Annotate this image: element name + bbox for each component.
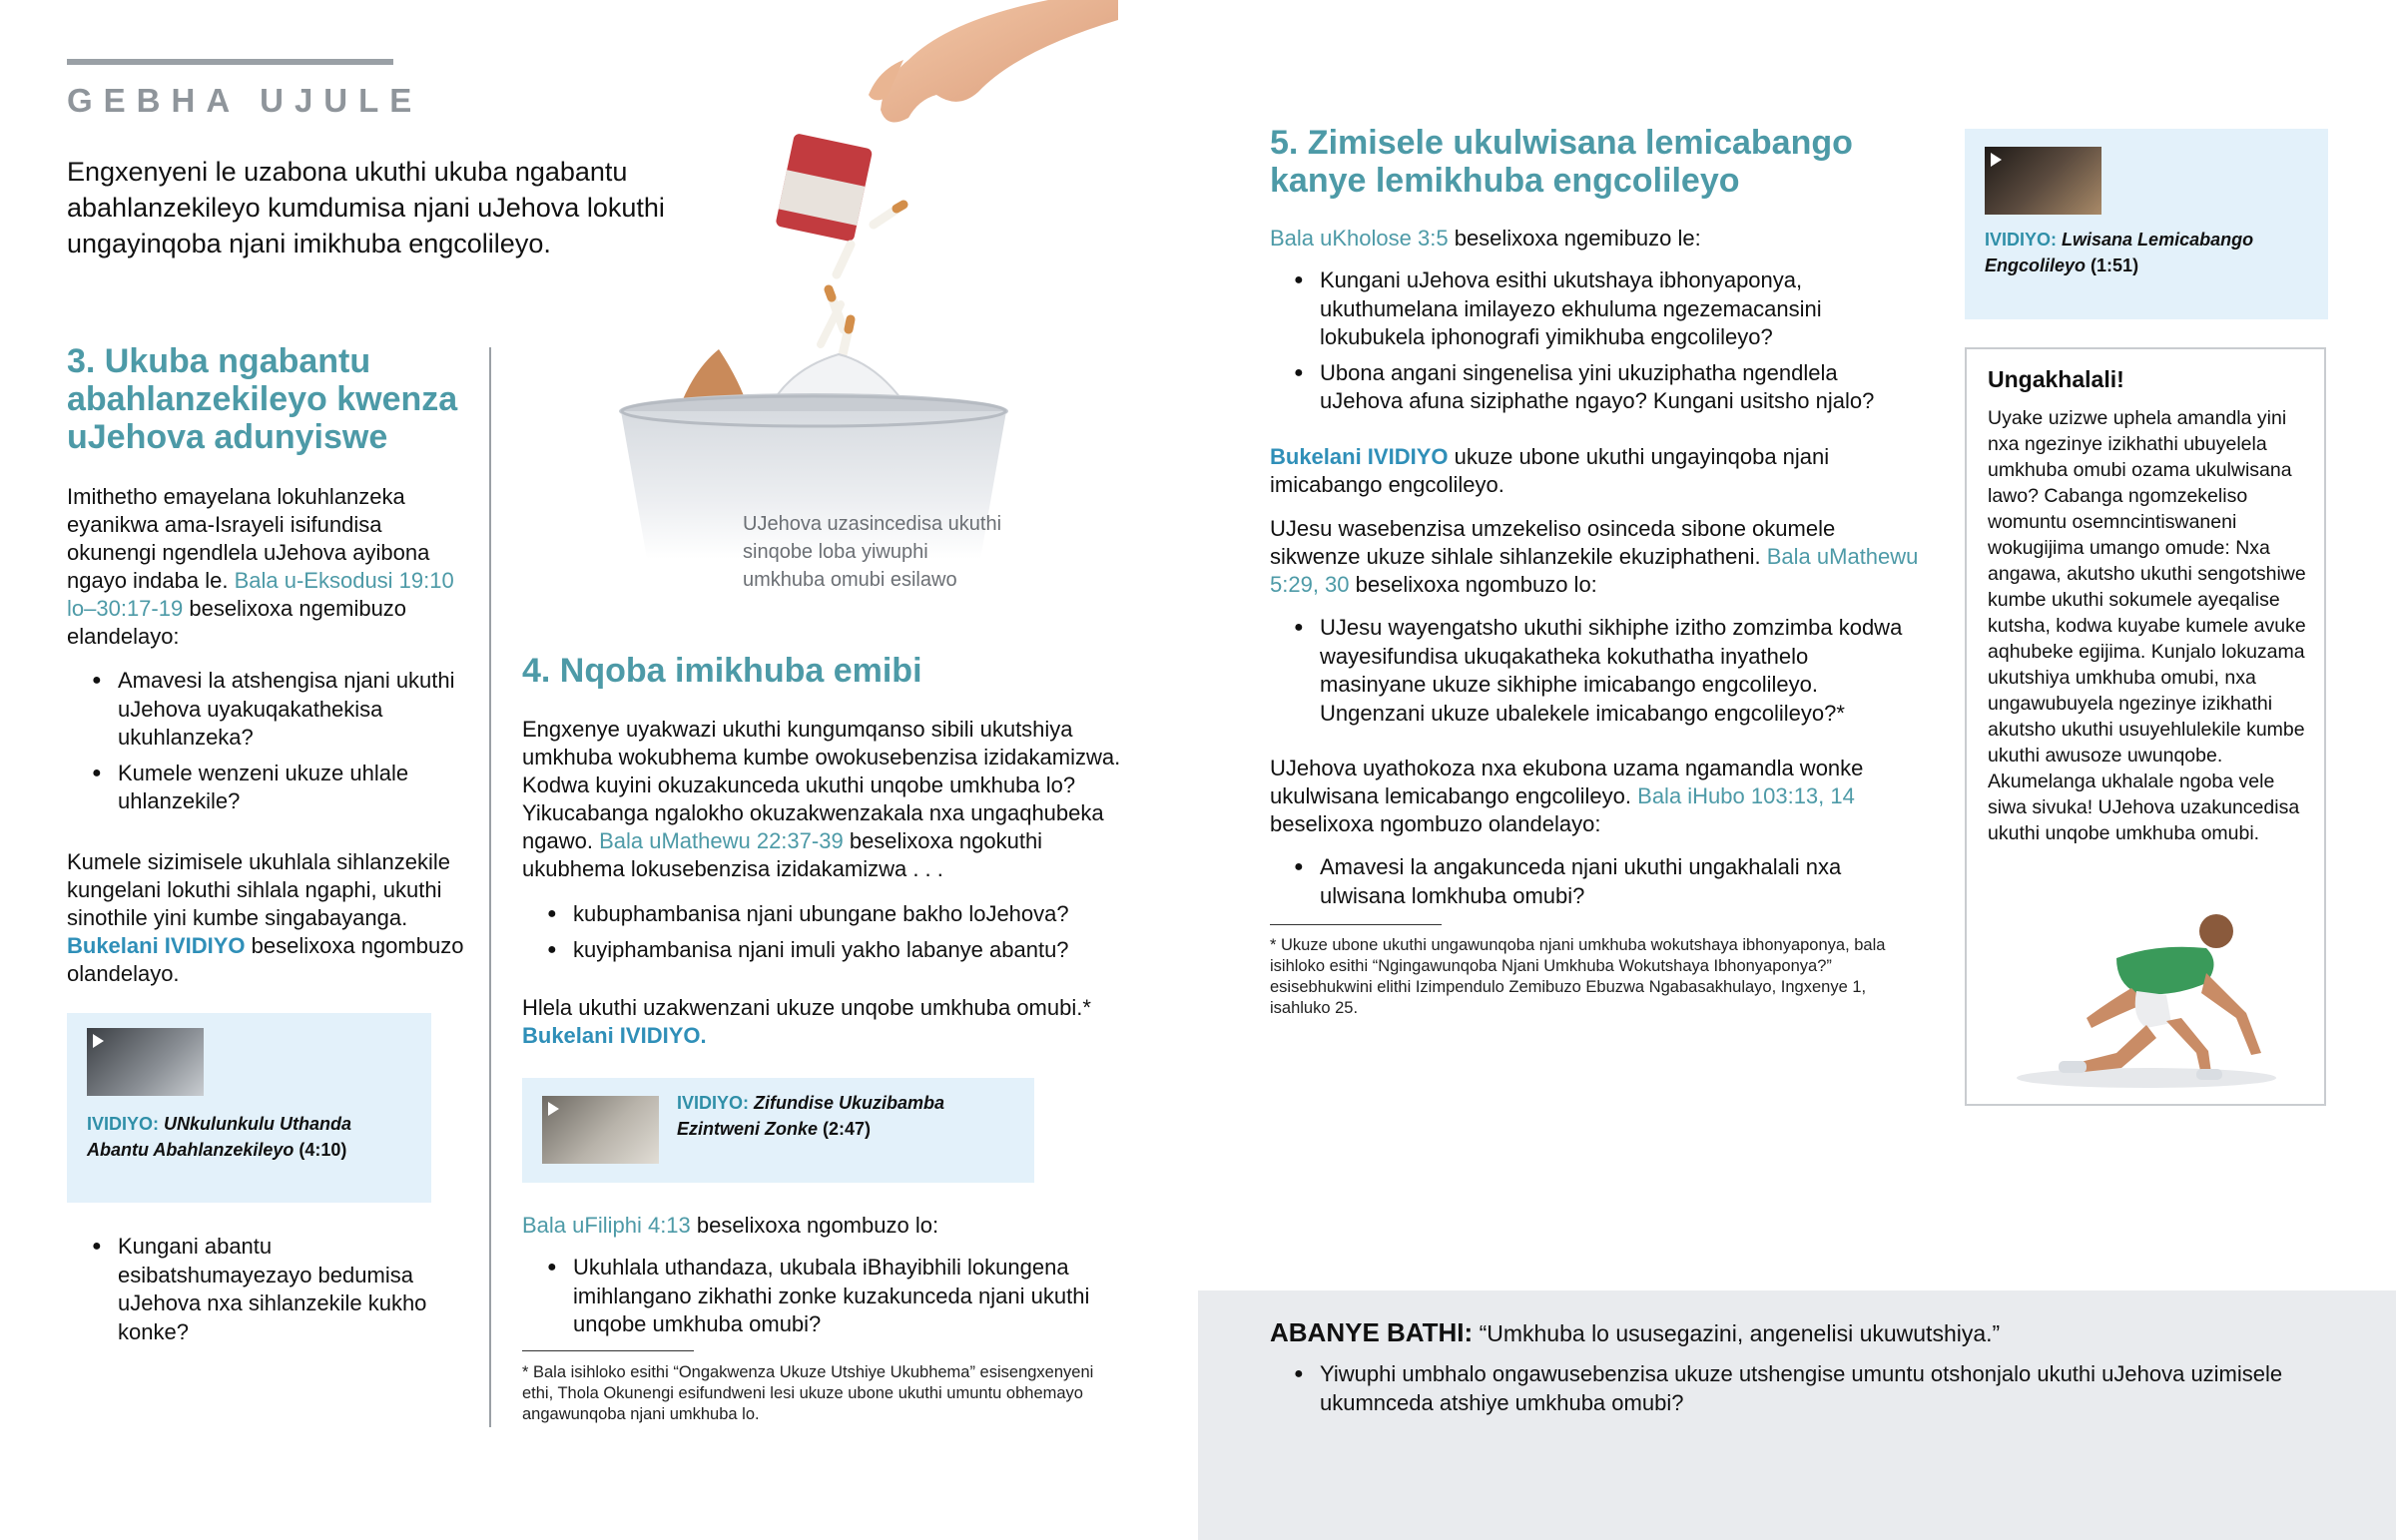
list-item: ● Kungani uJehova esithi ukutshaya ibhonyaponya, ukuthumelana imilayezo ekhuluma ngezemacansini lokubukela iphonografi yimikhuba engcolileyo? <box>1294 266 1913 352</box>
section5-video-link[interactable]: Bukelani IVIDIYO <box>1270 444 1449 469</box>
section5-para4: UJehova uyathokoza nxa ekubona uzama ngamandla wonke ukulwisana lemicabango engcolileyo. Bala iHubo 103:13, 14 beselixoxa ngombuzo olandelayo: <box>1270 756 1864 836</box>
section5-para1: Bala uKholose 3:5 beselixoxa ngemibuzo le: <box>1270 226 1701 251</box>
list-item: ● Ukuhlala uthandaza, ukubala iBhayibhili lokungena imihlangano zikhathi zonke kuzakunceda njani ukuthi unqobe umkhuba omubi? <box>547 1254 1126 1339</box>
section5-para4-ref[interactable]: Bala iHubo 103:13, 14 <box>1637 783 1855 808</box>
sidebar-box-text: Uyake uzizwe uphela amandla yini nxa ngezinye izikhathi ubuyelela umkhuba omubi ozama ukulwisana lawo? Cabanga ngomzekeliso womuntu osemncintiswaneni wokugijima umango omude: Nxa angawa, akutsho ukuthi sengotshiwe kumbe ukuthi sokumele ayeqalise kutsha, kodwa kuyabe kumele avuke aqhubeke egijima. Kunjalo lokuzama ukutshiya umkhuba omubi, nxa ungawubuyela ngezinye izikhathi akutsho ukuthi usuyehlulekile kumbe ukuthi awusoze uwunqobe. Akumelanga ukhalale ngoba vele siwa sivuka! UJehova uzakuncedisa ukuthi unqobe umkhuba omubi. <box>1988 407 2306 844</box>
sidebar-video-box[interactable] <box>1965 129 2328 319</box>
others-quote-line <box>1270 1317 2348 1348</box>
section3-bullets-after <box>92 1233 431 1353</box>
section4-heading: 4. Nqoba imikhuba emibi <box>522 652 922 690</box>
section5-bullets3 <box>1294 853 1913 917</box>
section5-footnote: * Ukuze ubone ukuthi ungawunqoba njani umkhuba wokutshaya ibhonyaponya, bala isihloko esithi “Ngingawunqoba Njani Umkhuba Wokutshaya Ibhonyaponya?” esisebhukwini elithi Izimpendulo Zemibuzo Ebuzwa Ngabasakhulayo, Ingxenye 1, isahluko 25. <box>1270 936 1886 1017</box>
sidebar-box <box>1965 347 2326 1106</box>
section3-para1: Imithetho emayelana lokuhlanzeka eyanikwa ama-Israyeli isifundisa okunengi ngendlela uJehova ayibona ngayo indaba le. Bala u-Eksodusi 19:10 lo–30:17-19 beselixoxa ngemibuzo elandelayo: <box>67 484 454 649</box>
list-item: ● kuyiphambanisa njani imuli yakho labanye abantu? <box>547 936 1126 965</box>
section5-para3-ref[interactable]: Bala uMathewu 5:29, 30 <box>1270 544 1919 597</box>
intro-text: Engxenyeni le uzabona ukuthi ukuba ngabantu abahlanzekileyo kumdumisa njani uJehova lokuthi ungayinqoba njani imikhuba engcolileyo. <box>67 157 665 258</box>
footnote-rule <box>1270 924 1442 925</box>
video-label: IVIDIYO: <box>677 1093 750 1113</box>
section3-bullets <box>92 667 471 823</box>
play-icon <box>548 1102 559 1116</box>
section3-para1-ref[interactable]: Bala u-Eksodusi 19:10 lo–30:17-19 <box>67 568 454 621</box>
section4-para3: Bala uFiliphi 4:13 beselixoxa ngombuzo lo: <box>522 1213 939 1238</box>
list-item: ● Amavesi la atshengisa njani ukuthi uJehova uyakuqakathekisa ukuhlanzeka? <box>92 667 471 753</box>
runner-illustration <box>1997 903 2296 1093</box>
column-divider <box>489 347 491 1427</box>
section4-para1: Engxenye uyakwazi ukuthi kungumqanso sibili ukutshiya umkhuba wokubhema kumbe owokusebenzisa izidakamizwa. Kodwa kuyini okuzakunceda ukuthi unqobe umkhuba lo? Yikucabanga ngalokho okuzakwenzakala nxa ungaqhubeka ngawo. Bala uMathewu 22:37-39 beselixoxa ngokuthi ukubhema lokusebenzisa izidakamizwa . . . <box>522 717 1121 881</box>
section4-para3-ref[interactable]: Bala uFiliphi 4:13 <box>522 1213 691 1238</box>
section-kicker: GEBHA UJULE <box>67 82 423 119</box>
video-title[interactable]: UNkulunkulu Uthanda Abantu Abahlanzekileyo <box>87 1114 352 1160</box>
list-item: ● Kungani abantu esibatshumayezayo bedumisa uJehova nxa sihlanzekile kukho konke? <box>92 1233 431 1346</box>
list-item: ● Ubona angani singenelisa yini ukuziphatha ngendlela uJehova afuna siziphathe ngayo? Kungani usitsho njalo? <box>1294 359 1913 416</box>
section4-video-box[interactable] <box>522 1078 1034 1183</box>
hand-icon <box>881 0 1118 123</box>
footnote-rule <box>522 1350 694 1351</box>
others-panel <box>1198 1290 2396 1540</box>
section3-heading: 3. Ukuba ngabantu abahlanzekileyo kwenza uJehova adunyiswe <box>67 342 458 456</box>
list-item: ● UJesu wayengatsho ukuthi sikhiphe izitho zomzimba kodwa wayesifundisa ukuqakatheka kokuthatha inyathelo masinyane ukuze sikhiphe imicabango engcolileyo. Ungenzani ukuze ubalekele imicabango engcolileyo?* <box>1294 614 1913 728</box>
others-quote: “Umkhuba lo ususegazini, angenelisi ukuwutshiya.” <box>1479 1320 2001 1346</box>
section3-video-link[interactable]: Bukelani IVIDIYO <box>67 933 246 958</box>
video-time: (1:51) <box>2091 256 2139 275</box>
play-icon <box>1991 153 2002 167</box>
sidebar-box-title: Ungakhalali! <box>1988 366 2124 392</box>
section4-para2: Hlela ukuthi uzakwenzani ukuze unqobe umkhuba omubi.* Bukelani IVIDIYO. <box>522 995 1091 1048</box>
list-item: ● Yiwuphi umbhalo ongawusebenzisa ukuze utshengise umuntu otshonjalo ukuthi uJehova uzimisele ukumnceda atshiye umkhuba omubi? <box>1294 1360 2292 1417</box>
others-bullets <box>1294 1360 2292 1424</box>
section4-bullets-after <box>547 1254 1126 1346</box>
list-item: ● Kumele wenzeni ukuze uhlale uhlanzekile? <box>92 760 471 816</box>
section3-para2: Kumele sizimisele ukuhlala sihlanzekile kungelani lokuthi sihlala ngaphi, ukuthi sinothile yini kumbe singabayanga. Bukelani IVIDIYO beselixoxa ngombuzo olandelayo. <box>67 849 464 986</box>
list-item: ● kubuphambanisa njani ubungane bakho loJehova? <box>547 900 1126 929</box>
section4-bullets <box>547 900 1126 971</box>
video-label: IVIDIYO: <box>87 1114 160 1134</box>
video-time: (2:47) <box>823 1119 872 1139</box>
video-thumbnail[interactable] <box>87 1028 204 1096</box>
section3-video-box[interactable] <box>67 1013 431 1203</box>
section5-para3: UJesu wasebenzisa umzekeliso osinceda sibone okumele sikwenze ukuze sihlale sihlanzekile ekuziphatheni. Bala uMathewu 5:29, 30 beselixoxa ngombuzo lo: <box>1270 516 1919 597</box>
play-icon <box>93 1034 104 1048</box>
section4-para1-ref[interactable]: Bala uMathewu 22:37-39 <box>599 828 844 853</box>
video-thumbnail[interactable] <box>1985 147 2101 215</box>
video-title[interactable]: Zifundise Ukuzibamba Ezintweni Zonke <box>677 1093 945 1139</box>
others-label: ABANYE BATHI: <box>1270 1317 1474 1347</box>
list-item: ● Amavesi la angakunceda njani ukuthi ungakhalali nxa ulwisana lomkhuba omubi? <box>1294 853 1913 910</box>
image-caption: UJehova uzasincedisa ukuthi sinqobe loba yiwuphi umkhuba omubi esilawo <box>743 513 1002 591</box>
video-title[interactable]: Lwisana Lemicabango Engcolileyo <box>1985 230 2254 275</box>
section5-para1-ref[interactable]: Bala uKholose 3:5 <box>1270 226 1449 251</box>
section5-heading: 5. Zimisele ukulwisana lemicabango kanye lemikhuba engcolileyo <box>1270 124 1853 200</box>
video-time: (4:10) <box>299 1140 347 1160</box>
header-rule <box>67 59 393 65</box>
section5-bullets2 <box>1294 614 1913 735</box>
section5-para2: Bukelani IVIDIYO ukuze ubone ukuthi ungayinqoba njani imicabango engcolileyo. <box>1270 444 1830 497</box>
section4-footnote: * Bala isihloko esithi “Ongakwenza Ukuze Utshiye Ukubhema” esisengxenyeni ethi, Thola Okunengi esifundweni lesi ukuze ubone ukuthi umuntu obhemayo angawunqoba njani umkhuba lo. <box>522 1363 1094 1423</box>
section5-bullets1 <box>1294 266 1913 423</box>
section4-video-link[interactable]: Bukelani IVIDIYO. <box>522 1023 707 1048</box>
video-thumbnail[interactable] <box>542 1096 659 1164</box>
video-label: IVIDIYO: <box>1985 230 2058 250</box>
trash-illustration <box>619 0 1118 559</box>
